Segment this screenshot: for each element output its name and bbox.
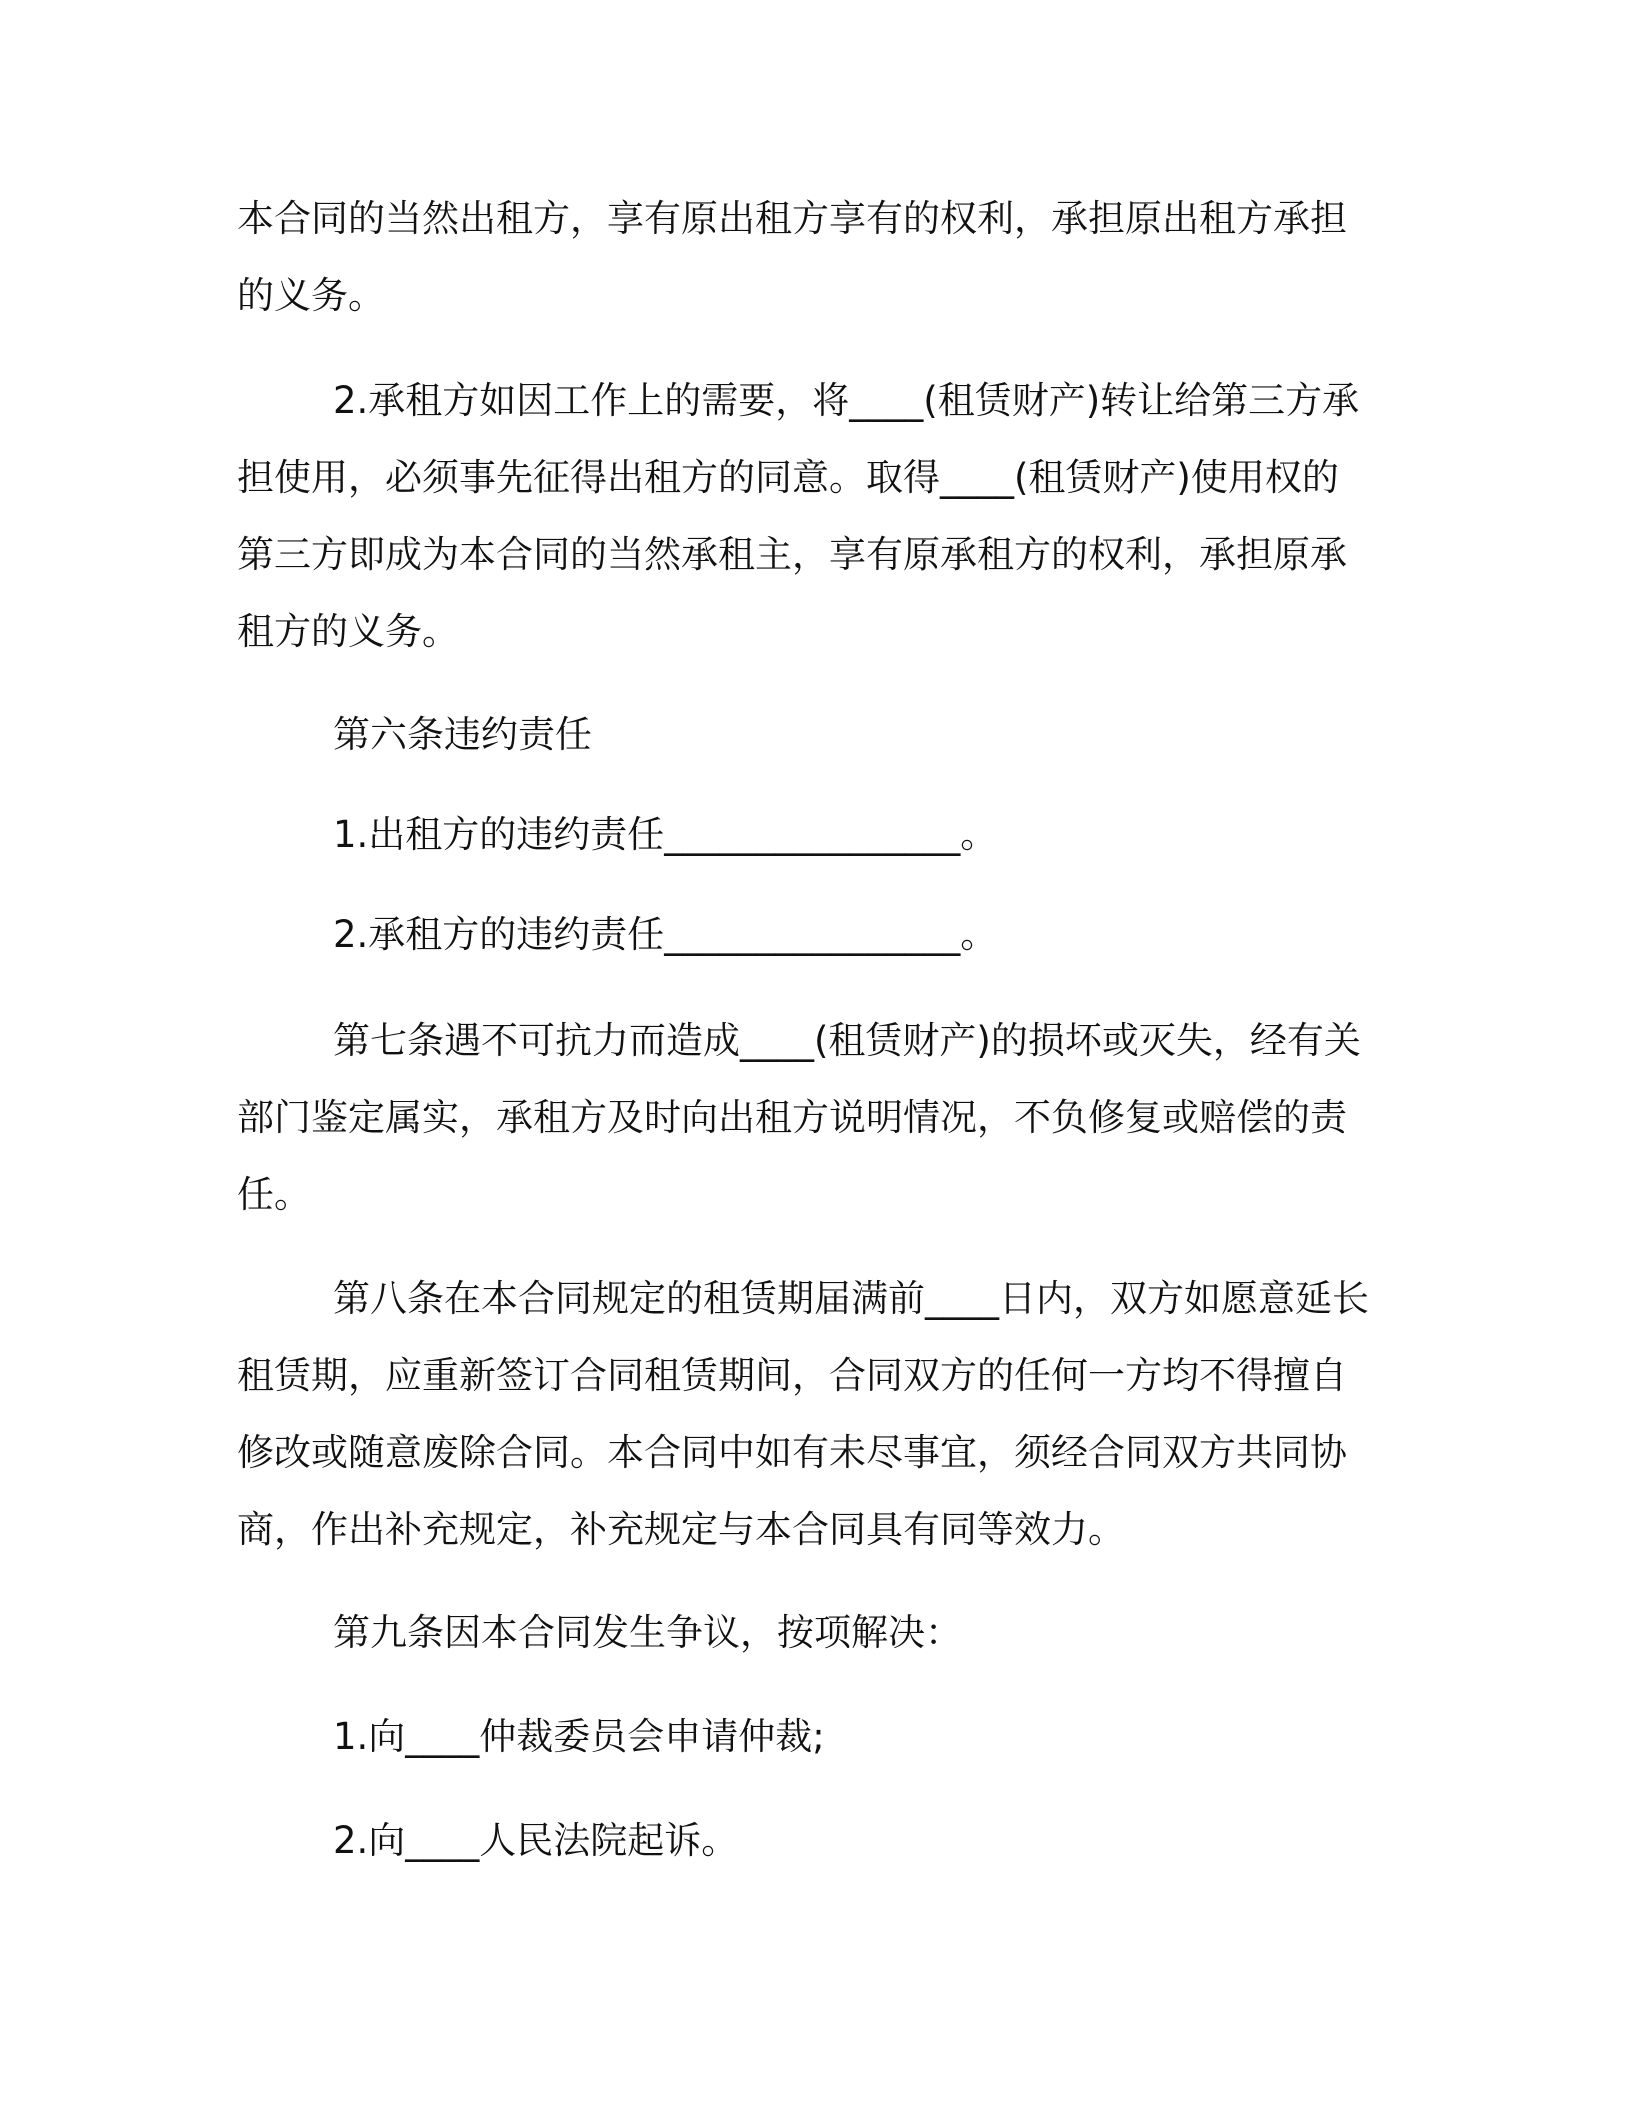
text-line: 第九条因本合同发生争议，按项解决： xyxy=(333,1611,962,1654)
text-line: 1.向____仲裁委员会申请仲裁; xyxy=(333,1715,825,1758)
lessor-liability-item xyxy=(237,796,1387,873)
text-line: 修改或随意废除合同。本合同中如有未尽事宜，须经合同双方共同协 xyxy=(237,1431,1347,1474)
text-line: 第八条在本合同规定的租赁期届满前____日内，双方如愿意延长 xyxy=(333,1277,1369,1320)
article-seven-paragraph xyxy=(237,1002,1387,1233)
text-line: 租方的义务。 xyxy=(237,610,459,653)
text-line: 任。 xyxy=(237,1173,311,1216)
text-line: 1.出租方的违约责任________________。 xyxy=(333,813,998,856)
article-six-heading xyxy=(237,696,1387,773)
text-line: 第七条遇不可抗力而造成____(租赁财产)的损坏或灭失，经有关 xyxy=(333,1019,1361,1062)
arbitration-item xyxy=(237,1698,1387,1775)
text-line: 的义务。 xyxy=(237,274,385,317)
text-line: 部门鉴定属实，承租方及时向出租方说明情况，不负修复或赔偿的责 xyxy=(237,1096,1347,1139)
paragraph-continuation xyxy=(237,180,1387,334)
text-line: 2.承租方的违约责任________________。 xyxy=(333,913,998,956)
text-line: 商，作出补充规定，补充规定与本合同具有同等效力。 xyxy=(237,1508,1125,1551)
text-line: 第三方即成为本合同的当然承租主，享有原承租方的权利，承担原承 xyxy=(237,533,1347,576)
text-line: 租赁期，应重新签订合同租赁期间，合同双方的任何一方均不得擅自 xyxy=(237,1354,1347,1397)
text-line: 第六条违约责任 xyxy=(333,713,592,756)
paragraph-sublease xyxy=(237,362,1387,670)
text-line: 本合同的当然出租方，享有原出租方享有的权利，承担原出租方承担 xyxy=(237,197,1347,240)
text-line: 担使用，必须事先征得出租方的同意。取得____(租赁财产)使用权的 xyxy=(237,456,1339,499)
lessee-liability-item xyxy=(237,896,1387,973)
article-eight-paragraph xyxy=(237,1260,1387,1568)
article-nine-heading xyxy=(237,1594,1387,1671)
court-item xyxy=(237,1802,1387,1879)
text-line: 2.向____人民法院起诉。 xyxy=(333,1819,739,1862)
text-line: 2.承租方如因工作上的需要，将____(租赁财产)转让给第三方承 xyxy=(333,379,1360,422)
